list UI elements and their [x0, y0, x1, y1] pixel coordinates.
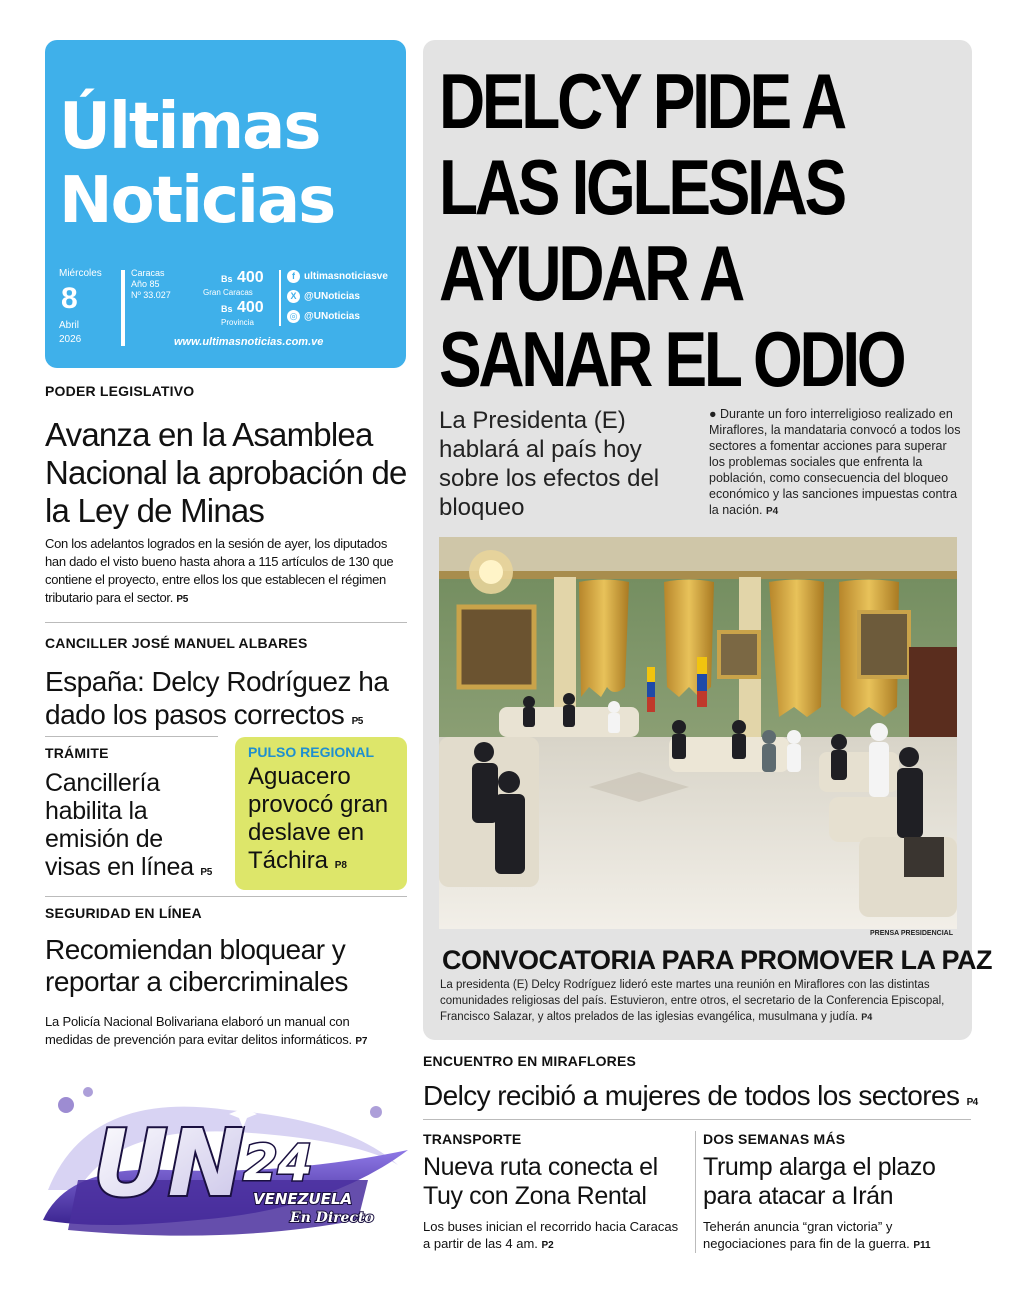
lead-summary: ● Durante un foro interreligioso realizado en Miraflores, la mandataria convocó a todos los sectores a fomentar acciones para superar los problemas sociales que enfrenta la población, como consecuencia del bloqueo económico y las sanciones impuestas contra la nación. P4: [709, 407, 961, 517]
website-url[interactable]: www.ultimasnoticias.com.ve: [174, 336, 324, 348]
kicker-seguridad: SEGURIDAD EN LÍNEA: [45, 905, 202, 921]
month: Abril: [59, 320, 80, 331]
masthead-info: [59, 268, 396, 348]
year: 2026: [59, 334, 82, 345]
social-x[interactable]: X @UNoticias: [287, 290, 360, 303]
masthead: [45, 40, 406, 368]
city: Caracas: [131, 268, 165, 278]
body-legislativo: Con los adelantos logrados en la sesión de ayer, los diputados han dado el visto bueno hasta ahora a 115 artículos de 130 que contiene el proyecto, entre ellos los que establecen el régimen tributario para el sector. P5: [45, 536, 394, 605]
headline-legislativo[interactable]: Avanza en la Asamblea Nacional la aprobación de la Ley de Minas: [45, 416, 407, 529]
social-facebook[interactable]: f ultimasnoticiasve: [287, 270, 388, 283]
page-ref: P5: [176, 594, 188, 605]
divider: [279, 270, 281, 326]
un24-promo-logo[interactable]: [28, 1070, 410, 1250]
headline-seguridad[interactable]: Recomiendan bloquear y reportar a cibercriminales: [45, 934, 348, 997]
day-number: 8: [61, 282, 78, 315]
divider: [45, 896, 407, 897]
price-caracas-label: Gran Caracas: [203, 288, 253, 297]
kicker-pulso: PULSO REGIONAL: [248, 744, 375, 760]
kicker-iran: DOS SEMANAS MÁS: [703, 1131, 846, 1147]
edition-year: Año 85: [131, 279, 160, 289]
logo-text-24: 24: [243, 1134, 313, 1192]
issue-number: Nº 33.027: [131, 290, 171, 300]
kicker-legislativo: PODER LEGISLATIVO: [45, 383, 195, 399]
kicker-canciller: CANCILLER JOSÉ MANUEL ALBARES: [45, 635, 308, 651]
body-transporte: Los buses inician el recorrido hacia Caracas a partir de las 4 am. P2: [423, 1219, 679, 1251]
divider: [423, 1119, 971, 1120]
page-ref: P4: [766, 506, 779, 517]
newspaper-logo: [59, 90, 334, 238]
logo-line-2: Noticias: [59, 164, 335, 238]
meeting-room-photo: [439, 537, 957, 929]
price-caracas: Bs 400: [221, 269, 264, 286]
divider: [45, 622, 407, 623]
lead-deck: La Presidenta (E) hablará al país hoy sobre los efectos del bloqueo: [439, 407, 660, 521]
facebook-icon: f: [287, 270, 300, 283]
price-provincia-label: Provincia: [221, 318, 254, 327]
logo-line-1: Últimas: [59, 90, 320, 164]
weekday: Miércoles: [59, 268, 102, 279]
instagram-icon: ◎: [287, 310, 300, 323]
headline-miraflores[interactable]: Delcy recibió a mujeres de todos los sectores P4: [423, 1080, 978, 1111]
page-ref: P2: [541, 1240, 554, 1251]
social-instagram[interactable]: ◎ @UNoticias: [287, 310, 360, 323]
kicker-transporte: TRANSPORTE: [423, 1131, 522, 1147]
lead-photo[interactable]: [439, 537, 957, 929]
headline-transporte[interactable]: Nueva ruta conecta el Tuy con Zona Rental: [423, 1153, 658, 1210]
headline-iran[interactable]: Trump alarga el plazo para atacar a Irán: [703, 1153, 936, 1210]
kicker-tramite: TRÁMITE: [45, 745, 109, 761]
page-ref: P7: [355, 1036, 368, 1047]
lead-story[interactable]: [423, 40, 993, 1040]
body-iran: Teherán anuncia “gran victoria” y negociaciones para fin de la guerra. P11: [703, 1219, 931, 1251]
bullet-icon: ●: [709, 407, 721, 421]
page-ref: P8: [334, 860, 347, 871]
logo-text-venezuela: VENEZUELA: [253, 1190, 353, 1208]
divider: [695, 1131, 696, 1253]
headline-canciller[interactable]: España: Delcy Rodríguez ha dado los pasos correctos P5: [45, 666, 389, 730]
un24-logo-graphic: [28, 1070, 410, 1250]
edition-info: [131, 268, 171, 301]
page-ref: P5: [351, 716, 363, 727]
body-seguridad: La Policía Nacional Bolivariana elaboró un manual con medidas de prevención para evitar delitos informáticos. P7: [45, 1014, 368, 1047]
lead-headline: DELCY PIDE A LAS IGLESIAS AYUDAR A SANAR EL ODIO: [439, 57, 904, 403]
page-ref: P5: [200, 867, 212, 878]
divider: [121, 270, 125, 346]
pulso-regional-box[interactable]: [235, 737, 407, 890]
page-ref: P4: [966, 1097, 978, 1108]
x-icon: X: [287, 290, 300, 303]
photo-headline: CONVOCATORIA PARA PROMOVER LA PAZ: [442, 945, 993, 975]
divider: [45, 736, 218, 737]
kicker-miraflores: ENCUENTRO EN MIRAFLORES: [423, 1053, 637, 1069]
price-provincia: Bs 400: [221, 299, 264, 316]
photo-credit: PRENSA PRESIDENCIAL: [870, 930, 953, 937]
page-ref: P11: [913, 1240, 931, 1251]
logo-text-en-directo: En Directo: [290, 1210, 374, 1226]
headline-pulso: Aguacero provocó gran deslave en Táchira P8: [248, 763, 389, 874]
page-ref: P4: [861, 1012, 873, 1022]
logo-text-un: UN: [93, 1110, 245, 1217]
headline-tramite[interactable]: Cancillería habilita la emisión de visas en línea P5: [45, 769, 212, 881]
photo-caption: La presidenta (E) Delcy Rodríguez lideró este martes una reunión en Miraflores con las distintas comunidades religiosas del país. Estuvieron, entre otros, el secretario de la Conferencia Episcopal, Francisco Salazar, y altos prelados de las iglesias evangélica, musulmana y judía. P4: [440, 979, 945, 1023]
